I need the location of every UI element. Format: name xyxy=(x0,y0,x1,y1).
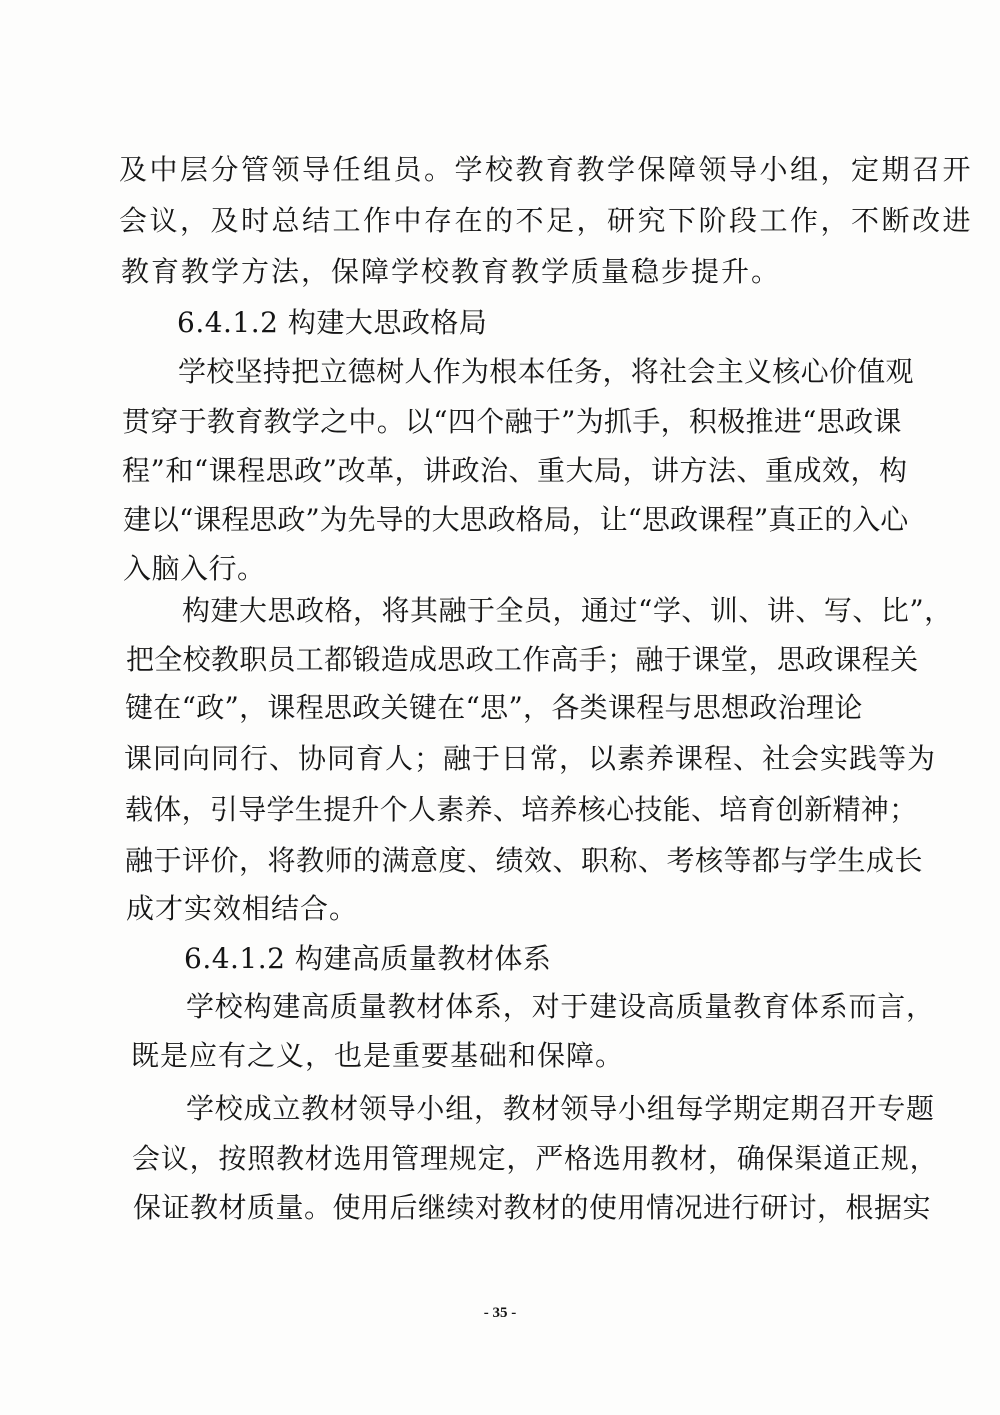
body-text-line: 程”和“课程思政”改革，讲政治、重大局，讲方法、重成效，构 xyxy=(122,454,908,487)
body-text-line: 课同向同行、协同育人；融于日常，以素养课程、社会实践等为 xyxy=(124,742,937,775)
body-text-line: 构建大思政格，将其融于全员，通过“学、训、讲、写、比”， xyxy=(182,594,953,627)
body-text-line: 学校构建高质量教材体系，对于建设高质量教育体系而言， xyxy=(186,990,935,1023)
body-text-line: 键在“政”，课程思政关键在“思”，各类课程与思想政治理论 xyxy=(125,691,863,724)
body-text-line: 既是应有之义，也是重要基础和保障。 xyxy=(131,1039,625,1072)
body-text-line: 会议，及时总结工作中存在的不足，研究下阶段工作，不断改进 xyxy=(119,204,974,237)
body-text-line: 建以“课程思政”为先导的大思政格局，让“思政课程”真正的入心 xyxy=(123,503,909,536)
body-text-line: 贯穿于教育教学之中。以“四个融于”为抓手，积极推进“思政课 xyxy=(122,405,902,438)
body-text-line: 把全校教职员工都锻造成思政工作高手；融于课堂，思政课程关 xyxy=(126,643,919,676)
section-heading: 6.4.1.2 构建大思政格局 xyxy=(177,306,488,339)
body-text-line: 教育教学方法，保障学校教育教学质量稳步提升。 xyxy=(121,255,782,288)
body-text-line: 及中层分管领导任组员。学校教育教学保障领导小组，定期召开 xyxy=(119,153,974,186)
body-text-line: 载体，引导学生提升个人素养、培养核心技能、培育创新精神； xyxy=(125,793,918,826)
body-text-line: 融于评价，将教师的满意度、绩效、职称、考核等都与学生成长 xyxy=(125,844,924,877)
page-number: - 35 - xyxy=(483,1305,517,1321)
body-text-line: 学校成立教材领导小组，教材领导小组每学期定期召开专题 xyxy=(186,1092,935,1125)
body-text-line: 成才实效相结合。 xyxy=(126,892,359,925)
body-text-line: 保证教材质量。使用后继续对教材的使用情况进行研讨，根据实 xyxy=(133,1191,932,1224)
body-text-line: 入脑入行。 xyxy=(123,552,266,585)
section-heading: 6.4.1.2 构建高质量教材体系 xyxy=(184,942,552,975)
body-text-line: 会议，按照教材选用管理规定，严格选用教材，确保渠道正规， xyxy=(132,1142,939,1175)
body-text-line: 学校坚持把立德树人作为根本任务，将社会主义核心价值观 xyxy=(178,355,914,388)
